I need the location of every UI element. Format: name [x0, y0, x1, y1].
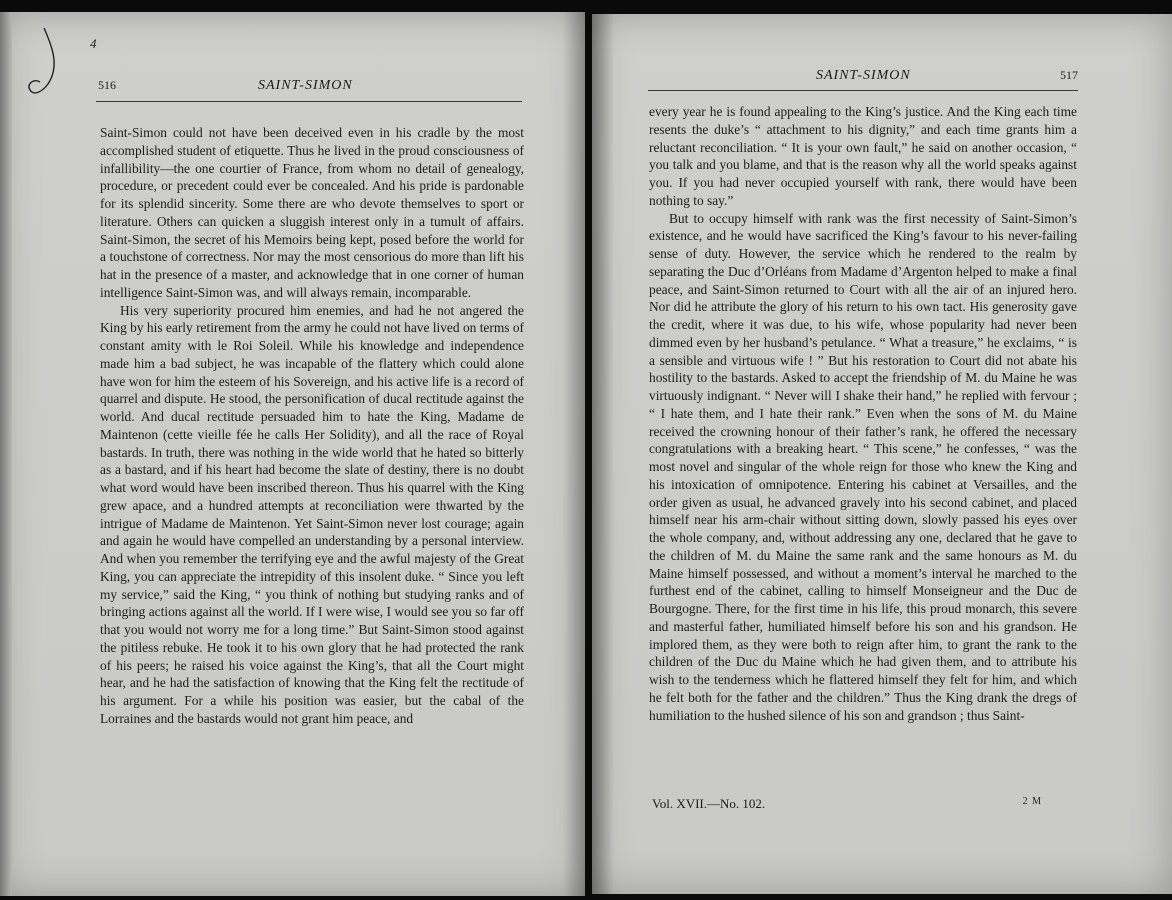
left-page-header: [98, 78, 522, 94]
paragraph: His very superiority procured him enemies, and had he not angered the King by his early retirement from the army he could not have lived on terms of constant amity with le Roi Soleil. While his knowledge and independence made him a bad subject, he was incapable of the flattery which could alone have won for him the esteem of his Sovereign, and his active life is a record of quarrel and dispute. He stood, the personification of ducal rectitude against the world. And ducal rectitude persuaded him to hate the King, Madame de Maintenon (cette vieille fée he calls Her Solidity), and all the race of Royal bastards. In truth, there was nothing in the wide world that he hated so bitterly as a bastard, and if his heart had become the slate of destiny, there is no doubt what word would have been inscribed thereon. Thus his quarrel with the King grew apace, and a hundred attempts at reconciliation were thwarted by the intrigue of Madame de Maintenon. Yet Saint-Simon never lost courage; again and again he would have compelled an understanding by a personal interview. And when you remember the terrifying eye and the awful majesty of the Great King, you can appreciate the intrepidity of this insolent duke. “ Since you left my service,” said the King, “ you think of nothing but studying ranks and of bringing actions against all the world. If I were wise, I would see you so far off that you would not worry me for a long time.” But Saint-Simon stood against the pitiless rebuke. He took it to his own glory that he had protected the rank of his peers; he raised his voice against the King’s, that all the Court might hear, and he had the satisfaction of knowing that the King felt the rectitude of his argument. For a while his position was easier, but the cabal of the Lorraines and the bastards would not grant him peace, and: [100, 302, 524, 726]
running-title: SAINT-SIMON: [816, 68, 911, 83]
page-footer: [652, 796, 1042, 812]
right-page-header: [650, 68, 1078, 84]
page-number: 516: [98, 78, 116, 92]
right-page: [592, 14, 1172, 894]
header-rule: [648, 90, 1078, 91]
left-page-body: [100, 124, 524, 728]
gutter-shadow: [563, 12, 585, 896]
header-rule: [96, 101, 522, 102]
paragraph: But to occupy himself with rank was the first necessity of Saint-Simon’s existence, and he would have sacrificed the King’s favour to his never-failing sense of duty. However, the service which he rendered to the realm by separating the Duc d’Orléans from Madame d’Argenton helped to make a final peace, and Saint-Simon returned to Court with all the air of an injured hero. Nor did he attribute the glory of his return to his own tact. His generosity gave the credit, where it was due, to his wife, whose popularity had never been dimmed even by her husband’s petulance. “ What a treasure,” he exclaims, “ is a sensible and virtuous wife ! ” But his restoration to Court did not abate his hostility to the bastards. Asked to accept the friendship of M. du Maine he was virtuously indignant. “ Never will I shake their hand,” he replied with fervour ; “ I hate them, and I hate their rank.” Even when the sons of M. du Maine received the crowning honour of their father’s rank, he offered the necessary congratulations with a breaking heart. “ This scene,” he confesses, “ was the most novel and singular of the whole reign for those who knew the King and his intoxication of omnipotence. Entering his cabinet at Versailles, and the order given as usual, he advanced gravely into his second cabinet, and placed himself near his arm-chair without sitting down, slowly passed his eyes over the whole company, and, without addressing any one, declared that he gave to the children of M. du Maine the same rank and the same honours as M. du Maine himself possessed, and without a moment’s interval he marched to the furthest end of the cabinet, calling to himself Monseigneur and the Duc de Bourgogne. There, for the first time in his life, this proud monarch, this severe and masterful father, humiliated himself before his son and his grandson. He implored them, as they were both to reign after him, to grant the rank to the children of the Duc du Maine which he had given them, and to attribute his wish to the tenderness which he flattered himself they felt for him, and which he felt both for the father and the children.” Thus the King drank the dregs of humiliation to the hushed silence of his son and grandson ; thus Saint-: [649, 210, 1077, 723]
pencil-mark-icon: [22, 26, 62, 106]
page-number: 517: [1060, 68, 1078, 82]
page-edge-shadow: [0, 12, 12, 896]
margin-note: 4: [90, 36, 97, 51]
signature-mark: 2 M: [1022, 796, 1042, 807]
running-title: SAINT-SIMON: [258, 78, 353, 93]
volume-line: Vol. XVII.—No. 102.: [652, 796, 766, 811]
right-page-body: [649, 103, 1077, 724]
left-page: [0, 12, 585, 896]
gutter-shadow: [592, 14, 614, 894]
paragraph: every year he is found appealing to the King’s justice. And the King each time resents the duke’s “ attachment to his dignity,” and each time grants him a reluctant reconciliation. “ It is your own fault,” he said on another occasion, “ you talk and you blame, and that is the reason why all the world speaks against you. If you had never occupied yourself with rank, there would have been nothing to say.”: [649, 104, 1077, 208]
paragraph: Saint-Simon could not have been deceived even in his cradle by the most accomplished student of etiquette. Thus he lived in the proud consciousness of infallibility—the one courtier of France, from whom no detail of genealogy, procedure, or precedent could ever be concealed. And his pride is pardonable for its splendid sincerity. Some there are who devote themselves to sport or literature. Others can quicken a sluggish interest only in a tumult of affairs. Saint-Simon, the secret of his Memoirs being kept, posed before the world for a touchstone of correctness. Nor may the most censorious do more than lift his hat in the presence of a master, and acknowledge that in one corner of human intelligence Saint-Simon was, and will always remain, incomparable.: [100, 125, 524, 300]
